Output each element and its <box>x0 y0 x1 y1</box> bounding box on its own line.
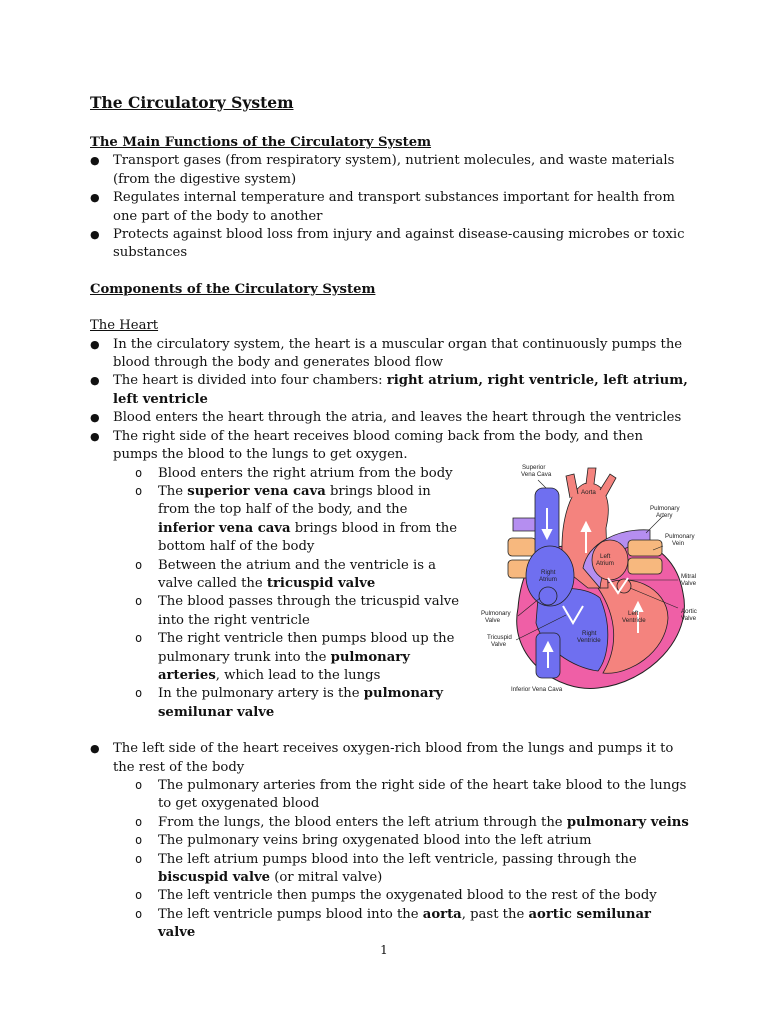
right-side-list <box>90 465 465 723</box>
label-left-ventricle-1: Left <box>628 610 639 617</box>
heart-list <box>90 336 690 465</box>
pulmonary-valve-shape <box>539 587 557 605</box>
list-item: ● Blood enters the heart through the atria, and leaves the heart through the ventricles <box>90 409 690 427</box>
label-tricuspid-2: Valve <box>491 641 507 648</box>
list-item: o From the lungs, the blood enters the left atrium through the pulmonary veins <box>90 814 690 832</box>
label-right-ventricle-1: Right <box>582 630 597 637</box>
list-item: o The pulmonary veins bring oxygenated blood into the left atrium <box>90 832 690 850</box>
page-number: 1 <box>380 943 388 957</box>
label-aortic-2: Valve <box>681 615 697 622</box>
list-item: o The left ventricle pumps blood into the aorta, past the aortic semilunar valve <box>90 906 690 943</box>
list-item: ● Protects against blood loss from injury and against disease-causing microbes or toxic substances <box>90 226 690 263</box>
functions-list <box>90 152 690 262</box>
label-tricuspid-1: Tricuspid <box>487 634 512 641</box>
label-mitral-1: Mitral <box>681 573 697 580</box>
label-left-atrium-2: Atrium <box>596 560 614 567</box>
list-item: ● The left side of the heart receives oxygen-rich blood from the lungs and pumps it to the rest of the body <box>90 740 690 777</box>
pulmonary-vein-l2 <box>628 558 662 574</box>
label-pulm-valve-2: Valve <box>485 617 501 624</box>
list-item: o The left atrium pumps blood into the left ventricle, passing through the biscuspid valve (or mitral valve) <box>90 851 690 888</box>
label-pulm-vein-1: Pulmonary <box>665 533 695 540</box>
label-left-atrium-1: Left <box>600 553 611 560</box>
left-side-list <box>90 740 690 777</box>
list-item: o In the pulmonary artery is the pulmonary semilunar valve <box>90 685 465 722</box>
list-item: ● Transport gases (from respiratory system), nutrient molecules, and waste materials (from the digestive system) <box>90 152 690 189</box>
left-side-sublist <box>90 777 690 943</box>
label-ivc: Inferior Vena Cava <box>511 686 563 693</box>
label-svc-1: Superior <box>522 464 546 471</box>
components-heading: Components of the Circulatory System <box>90 281 376 297</box>
list-item: o The right ventricle then pumps blood up the pulmonary trunk into the pulmonary arteries, which lead to the lungs <box>90 630 465 685</box>
heart-heading: The Heart <box>90 318 159 334</box>
label-right-ventricle-2: Ventricle <box>577 637 601 644</box>
list-item: ● The right side of the heart receives blood coming back from the body, and then pumps the blood to the lungs to get oxygen. <box>90 428 690 465</box>
pulmonary-vein-l1 <box>628 540 662 556</box>
label-pulm-vein-2: Vein <box>672 540 685 547</box>
page-title: The Circulatory System <box>90 93 294 112</box>
label-left-ventricle-2: Ventricle <box>622 617 646 624</box>
pulmonary-vein-r1 <box>508 538 536 556</box>
label-aorta: Aorta <box>581 489 596 496</box>
list-item: ● Regulates internal temperature and transport substances important for health from one part of the body to another <box>90 189 690 226</box>
list-item: o Blood enters the right atrium from the body <box>90 465 465 483</box>
label-right-atrium-2: Atrium <box>539 576 557 583</box>
list-item: ● In the circulatory system, the heart is a muscular organ that continuously pumps the blood through the body and generates blood flow <box>90 336 690 373</box>
label-pulm-valve-1: Pulmonary <box>481 610 511 617</box>
label-pulm-artery-2: Artery <box>656 512 673 519</box>
list-item: o Between the atrium and the ventricle is a valve called the tricuspid valve <box>90 557 465 594</box>
list-item: o The pulmonary arteries from the right side of the heart take blood to the lungs to get oxygenated blood <box>90 777 690 814</box>
label-svc-2: Vena Cava <box>521 471 552 478</box>
label-mitral-2: Valve <box>681 580 697 587</box>
label-aortic-1: Aortic <box>681 608 697 615</box>
list-item: o The superior vena cava brings blood in from the top half of the body, and the inferior vena cava brings blood in from the bottom half of the body <box>90 483 465 557</box>
functions-heading: The Main Functions of the Circulatory System <box>90 135 432 150</box>
list-item: o The blood passes through the tricuspid valve into the right ventricle <box>90 593 465 630</box>
list-item: o The left ventricle then pumps the oxygenated blood to the rest of the body <box>90 887 690 905</box>
list-item: ● The heart is divided into four chambers: right atrium, right ventricle, left atrium, left ventricle <box>90 372 690 409</box>
heart-diagram <box>478 458 708 698</box>
label-pulm-artery-1: Pulmonary <box>650 505 680 512</box>
label-right-atrium-1: Right <box>541 569 556 576</box>
